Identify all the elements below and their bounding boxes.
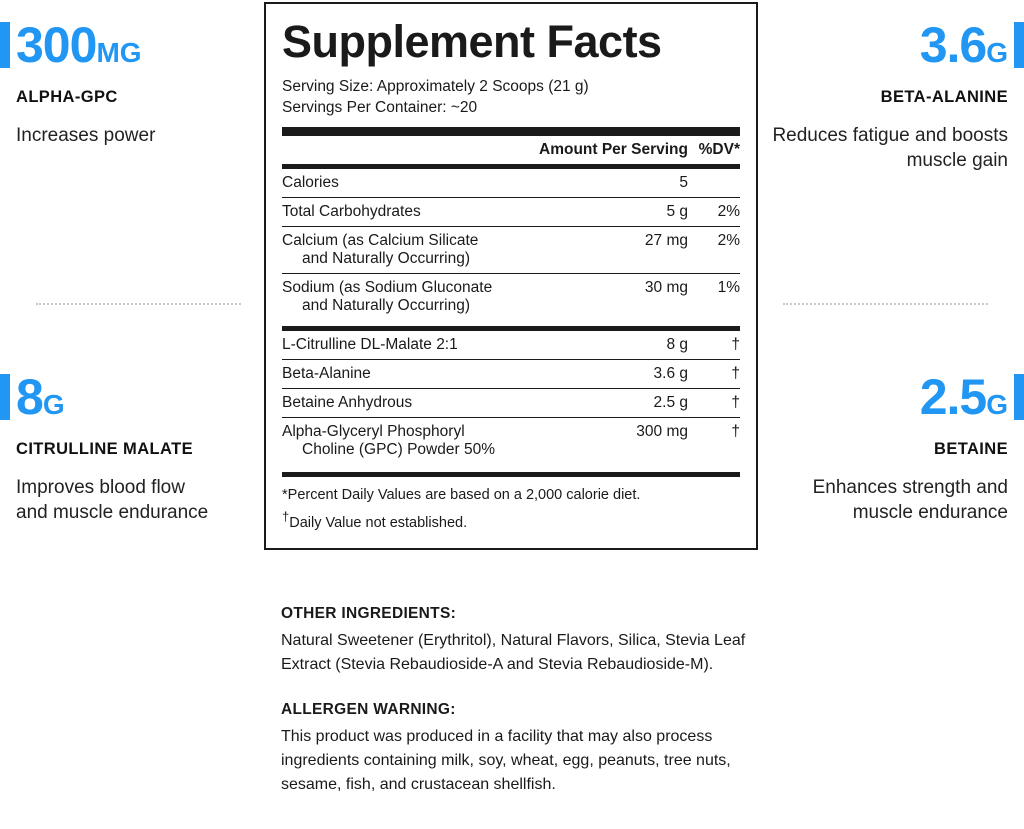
row-name: Total Carbohydrates (282, 198, 593, 227)
row-dv: 1% (717, 279, 740, 296)
callout-citrulline-malate (16, 370, 266, 525)
callout-amount-value: 300 (16, 17, 97, 73)
row-name: L-Citrulline DL-Malate 2:1 (282, 331, 593, 360)
row-dv: † (688, 389, 740, 418)
row-name: Betaine Anhydrous (282, 389, 593, 418)
bottom-text-section (281, 605, 751, 797)
row-name-multiline (282, 274, 593, 321)
row-amount: 5 (593, 169, 688, 198)
callout-alpha-gpc (16, 18, 266, 148)
row-name: Alpha-Glyceryl Phosphoryl (282, 423, 465, 440)
allergen-warning-text: This product was produced in a facility that may also process ingredients containing milk, soy, wheat, egg, peanuts, tree nuts, sesame, fish, and crustacean shellfish. (281, 728, 731, 793)
accent-bar-icon (0, 22, 10, 68)
callout-beta-alanine (758, 18, 1008, 173)
footnote-dagger-text: Daily Value not established. (289, 514, 468, 531)
row-amount: 5 g (593, 198, 688, 227)
footnote-percent-dv: *Percent Daily Values are based on a 2,000 calorie diet. (282, 487, 641, 503)
other-ingredients-block (281, 605, 751, 677)
rule-thick-top (282, 127, 740, 136)
other-ingredients-heading: OTHER INGREDIENTS: (281, 605, 457, 622)
row-name: Beta-Alanine (282, 360, 593, 389)
table-row (282, 227, 740, 274)
nutrition-table (282, 136, 740, 164)
serving-size: Serving Size: Approximately 2 Scoops (21 g) (282, 78, 589, 95)
callout-amount (758, 370, 1008, 432)
callout-amount (758, 18, 1008, 80)
callout-amount-unit: MG (96, 37, 142, 68)
table-header-row (282, 136, 740, 164)
row-name-continued: Choline (GPC) Powder 50% (302, 441, 495, 458)
row-name-multiline (282, 418, 593, 465)
header-blank (282, 136, 539, 164)
row-dv: † (731, 423, 740, 440)
callout-ingredient-name: CITRULLINE MALATE (16, 440, 193, 458)
callout-amount-value: 8 (16, 369, 43, 425)
accent-bar-icon (1014, 22, 1024, 68)
callout-amount-value: 3.6 (919, 17, 987, 73)
callout-amount (16, 370, 266, 432)
row-name: Calories (282, 169, 593, 198)
row-name-continued: and Naturally Occurring) (302, 297, 470, 314)
table-row (282, 169, 740, 198)
accent-bar-icon (0, 374, 10, 420)
table-row (282, 198, 740, 227)
row-dv: † (688, 331, 740, 360)
callout-amount-unit: G (986, 37, 1008, 68)
row-dv: 2% (688, 227, 740, 274)
row-dv: † (688, 360, 740, 389)
supplement-facts-panel (264, 2, 758, 550)
nutrition-table-top (282, 169, 740, 320)
callout-description: Reduces fatigue and boosts muscle gain (772, 125, 1008, 171)
callout-amount (16, 18, 266, 80)
table-row (282, 418, 740, 465)
table-row (282, 331, 740, 360)
allergen-warning-block (281, 701, 751, 797)
callout-ingredient-name: ALPHA-GPC (16, 88, 118, 106)
footnote-dagger (282, 506, 740, 534)
row-amount: 8 g (593, 331, 688, 360)
callout-description: Improves blood flow and muscle endurance (16, 477, 209, 523)
row-amount: 30 mg (644, 279, 688, 296)
other-ingredients-text: Natural Sweetener (Erythritol), Natural Flavors, Silica, Stevia Leaf Extract (Stevia Rebaudioside-A and Stevia Rebaudioside-M). (281, 632, 746, 673)
row-name-multiline (282, 227, 593, 274)
allergen-warning-heading: ALLERGEN WARNING: (281, 701, 456, 718)
callout-ingredient-name: BETAINE (934, 440, 1008, 458)
callout-description: Enhances strength and muscle endurance (812, 477, 1008, 523)
callout-amount-value: 2.5 (919, 369, 987, 425)
callout-ingredient-name: BETA-ALANINE (880, 88, 1008, 106)
row-name-continued: and Naturally Occurring) (302, 250, 470, 267)
servings-per-container: Servings Per Container: ~20 (282, 99, 478, 116)
divider-right (783, 303, 988, 305)
divider-left (36, 303, 241, 305)
nutrition-table-bottom (282, 331, 740, 464)
row-amount: 300 mg (636, 423, 688, 440)
row-amount: 2.5 g (593, 389, 688, 418)
row-dv (688, 169, 740, 198)
row-amount: 3.6 g (593, 360, 688, 389)
rule-bottom (282, 472, 740, 477)
row-dv: 2% (688, 198, 740, 227)
callout-betaine (758, 370, 1008, 525)
callout-description: Increases power (16, 125, 156, 146)
accent-bar-icon (1014, 374, 1024, 420)
row-name: Calcium (as Calcium Silicate (282, 232, 479, 249)
dagger-symbol: † (282, 509, 290, 524)
header-dv: %DV* (698, 141, 740, 158)
table-row (282, 360, 740, 389)
row-name: Sodium (as Sodium Gluconate (282, 279, 493, 296)
callout-amount-unit: G (42, 389, 65, 420)
panel-title: Supplement Facts (282, 16, 662, 67)
callout-amount-unit: G (986, 389, 1008, 420)
table-row (282, 389, 740, 418)
table-row (282, 274, 740, 321)
row-amount: 27 mg (593, 227, 688, 274)
header-amount-per-serving: Amount Per Serving (539, 141, 688, 158)
